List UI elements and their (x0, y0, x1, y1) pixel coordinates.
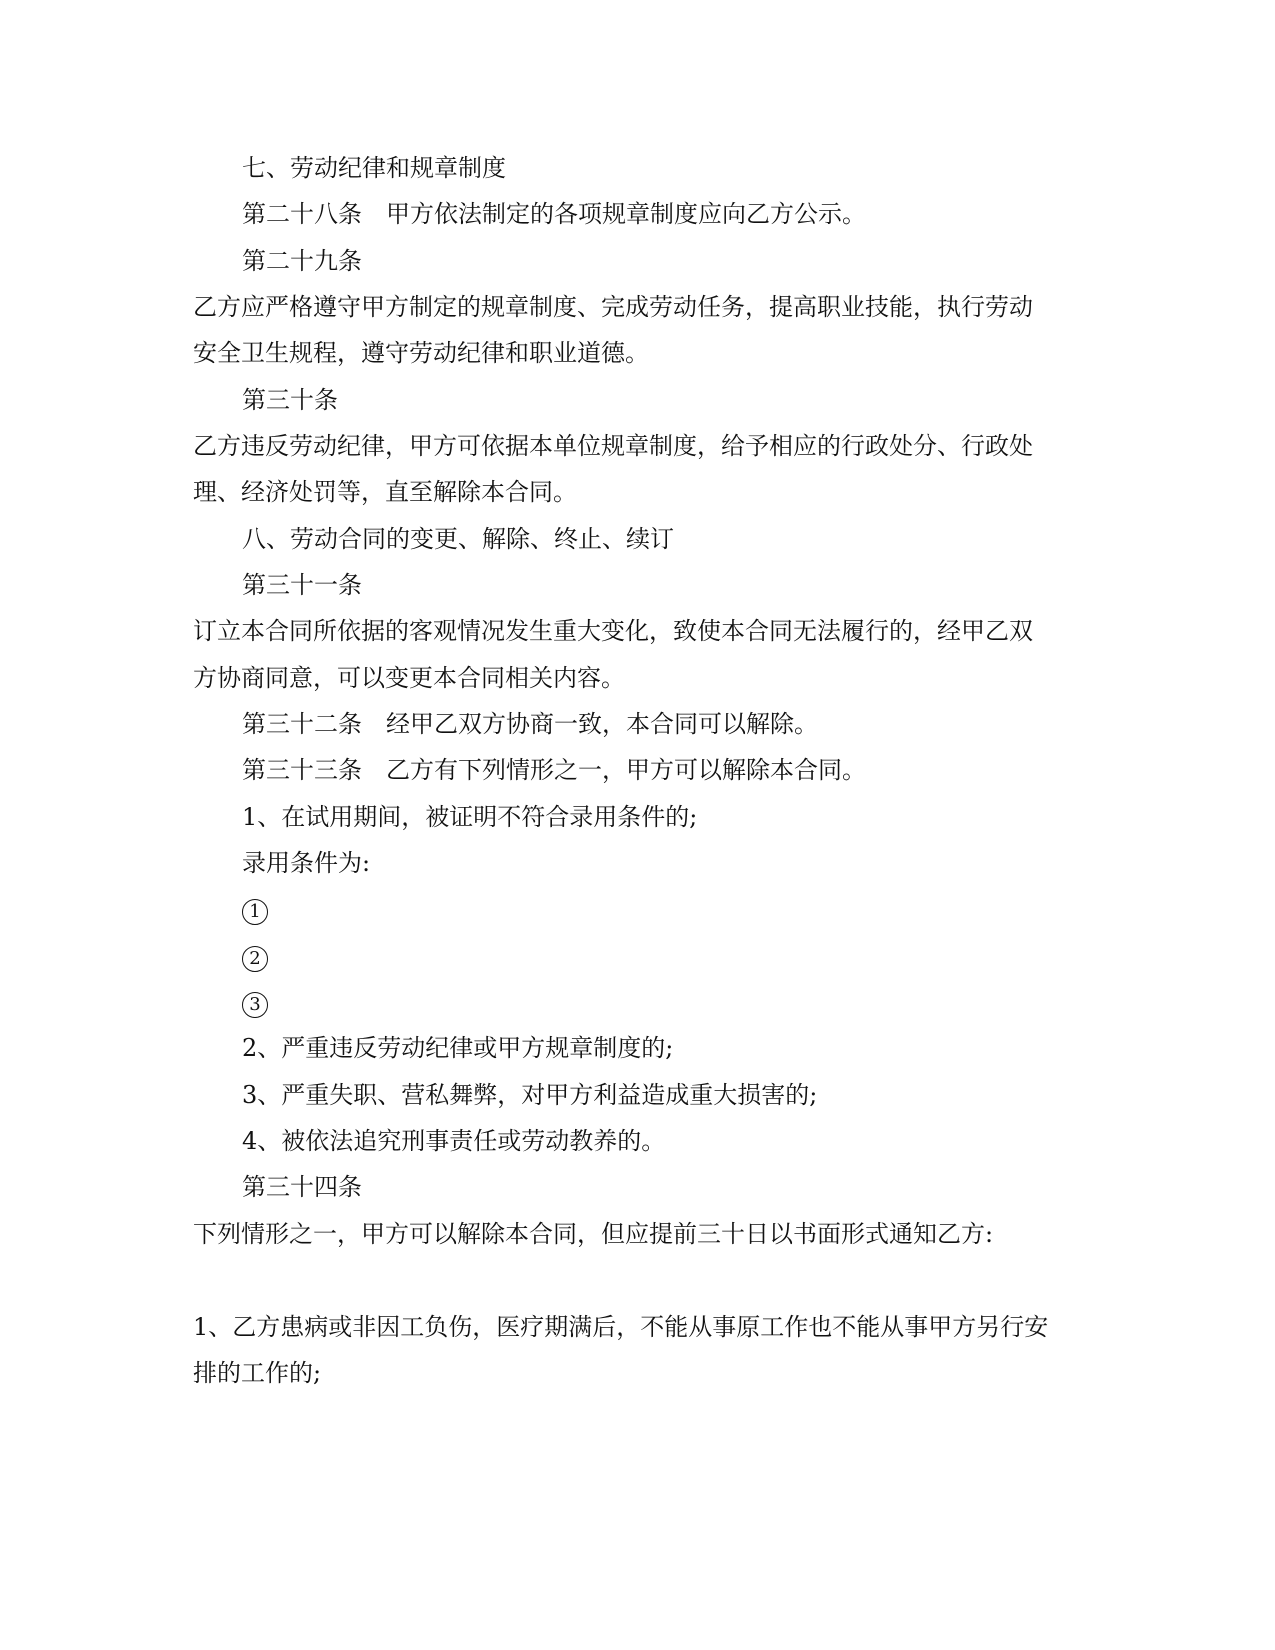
article-29-text-1: 乙方应严格遵守甲方制定的规章制度、完成劳动任务，提高职业技能，执行劳动 (193, 293, 1033, 321)
condition-marker-3 (242, 986, 268, 1018)
article-30-text-2: 理、经济处罚等，直至解除本合同。 (193, 478, 577, 506)
article-34-title: 第三十四条 (242, 1173, 362, 1201)
section-heading-8: 八、劳动合同的变更、解除、终止、续订 (242, 525, 674, 553)
hiring-conditions-label: 录用条件为: (242, 849, 371, 877)
article-34-item-1-line-1: 1、乙方患病或非因工负伤，医疗期满后，不能从事原工作也不能从事甲方另行安 (193, 1313, 1049, 1341)
article-34-text: 下列情形之一，甲方可以解除本合同，但应提前三十日以书面形式通知乙方: (193, 1220, 994, 1248)
article-30-title: 第三十条 (242, 386, 338, 414)
condition-marker-2 (242, 940, 268, 972)
article-31-text-2: 方协商同意，可以变更本合同相关内容。 (193, 664, 625, 692)
section-heading-7: 七、劳动纪律和规章制度 (242, 154, 506, 182)
article-33: 第三十三条 乙方有下列情形之一，甲方可以解除本合同。 (242, 756, 866, 784)
article-33-item-2: 2、严重违反劳动纪律或甲方规章制度的; (242, 1034, 674, 1062)
condition-marker-1 (242, 893, 268, 925)
circled-number-2: 2 (242, 946, 268, 972)
article-32: 第三十二条 经甲乙双方协商一致，本合同可以解除。 (242, 710, 818, 738)
article-29-title: 第二十九条 (242, 247, 362, 275)
article-29-text-2: 安全卫生规程，遵守劳动纪律和职业道德。 (193, 339, 649, 367)
article-33-item-1: 1、在试用期间，被证明不符合录用条件的; (242, 803, 698, 831)
article-33-item-4: 4、被依法追究刑事责任或劳动教养的。 (242, 1127, 666, 1155)
article-33-item-3: 3、严重失职、营私舞弊，对甲方利益造成重大损害的; (242, 1081, 818, 1109)
article-30-text-1: 乙方违反劳动纪律，甲方可依据本单位规章制度，给予相应的行政处分、行政处 (193, 432, 1033, 460)
article-31-title: 第三十一条 (242, 571, 362, 599)
circled-number-1: 1 (242, 899, 268, 925)
article-34-item-1-line-2: 排的工作的; (193, 1359, 322, 1387)
article-31-text-1: 订立本合同所依据的客观情况发生重大变化，致使本合同无法履行的，经甲乙双 (193, 617, 1033, 645)
circled-number-3: 3 (242, 992, 268, 1018)
article-28: 第二十八条 甲方依法制定的各项规章制度应向乙方公示。 (242, 200, 866, 228)
